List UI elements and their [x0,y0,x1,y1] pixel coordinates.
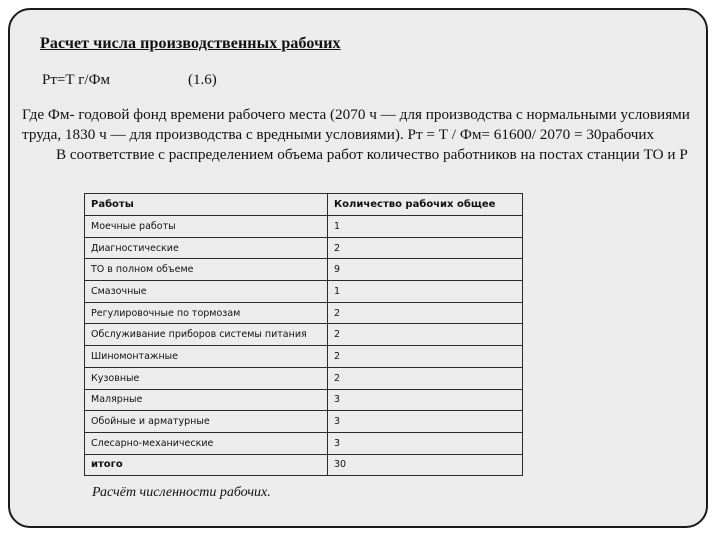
table-cell-count: 2 [328,324,523,346]
table-row [85,324,523,346]
table-total-row [85,454,523,476]
table-row [85,259,523,281]
table-cell-work: Обойные и арматурные [85,411,328,433]
table-row [85,389,523,411]
body-text [22,105,702,165]
table-cell-count: 2 [328,237,523,259]
table-row [85,432,523,454]
table-cell-count: 3 [328,389,523,411]
workers-table [84,193,523,476]
table-cell-count: 3 [328,411,523,433]
table-cell-count: 1 [328,216,523,238]
table-cell-work: Кузовные [85,367,328,389]
table-cell-work: Слесарно-механические [85,432,328,454]
table-cell-count: 3 [328,432,523,454]
slide-frame [8,8,708,528]
table-cell-count: 9 [328,259,523,281]
table-cell-work: Смазочные [85,281,328,303]
paragraph-2: В соответствие с распределением объема работ количество работников на постах станции ТО и Р [56,146,688,163]
table-row [85,346,523,368]
column-header-works: Работы [85,194,328,216]
page-title: Расчет числа производственных рабочих [40,35,341,52]
table-caption: Расчёт численности рабочих. [92,485,271,500]
table-cell-work: ТО в полном объеме [85,259,328,281]
table-row [85,302,523,324]
formula-number: (1.6) [188,72,217,88]
table-cell-count: 2 [328,367,523,389]
table-cell-count: 1 [328,281,523,303]
table-cell-work: Диагностические [85,237,328,259]
table-cell-work: Моечные работы [85,216,328,238]
table-cell-work: Обслуживание приборов системы питания [85,324,328,346]
table-total-value: 30 [328,454,523,476]
table-row [85,237,523,259]
column-header-count: Количество рабочих общее [328,194,523,216]
table-row [85,411,523,433]
table-row [85,367,523,389]
table-cell-count: 2 [328,346,523,368]
table-row [85,281,523,303]
table-row [85,216,523,238]
table-total-label: итого [85,454,328,476]
table-cell-work: Регулировочные по тормозам [85,302,328,324]
paragraph-1: Где Фм- годовой фонд времени рабочего места (2070 ч — для производства с нормальными условиями труда, 1830 ч — для производства с вредными условиями). Рт = Т / Фм= 61600/ 2070 = 30рабочих [22,106,690,143]
formula: Рт=Т г/Фм [42,72,110,88]
table-cell-count: 2 [328,302,523,324]
table-cell-work: Шиномонтажные [85,346,328,368]
table-header-row [85,194,523,216]
table-cell-work: Малярные [85,389,328,411]
